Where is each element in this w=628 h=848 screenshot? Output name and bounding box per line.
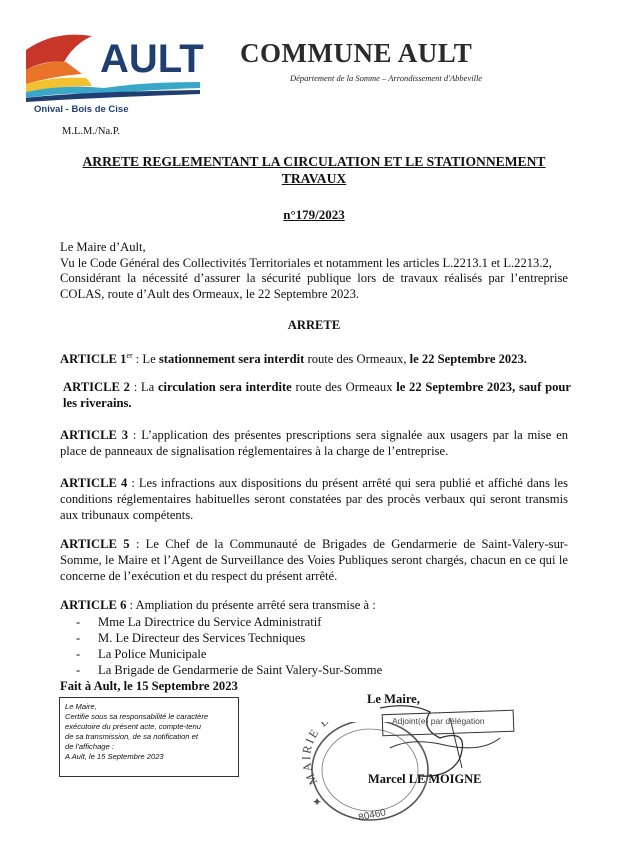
svg-text:✦: ✦ — [312, 795, 323, 809]
reference-code: M.L.M./Na.P. — [62, 126, 121, 137]
article-label: ARTICLE 3 — [60, 428, 129, 442]
article-label: ARTICLE 5 — [60, 537, 130, 551]
list-item: - M. Le Directeur des Services Techniques — [76, 631, 306, 645]
article-5: ARTICLE 5 : Le Chef de la Communauté de Brigades de Gendarmerie de Saint-Valery-sur-Somme, le Maire et l’Agent de Surveillance des Voies Publiques seront chargés, chacun en ce qui le concerne de l’exécution et du respect du présent arrêté. — [60, 537, 569, 583]
preamble-line-3: Considérant la nécessité d’assurer la sécurité publique lors de travaux réalisés par l’entreprise COLAS, route d’Ault des Ormeaux, le 22 Septembre 2023. — [60, 271, 568, 301]
commune-logo — [24, 22, 204, 114]
article-4: ARTICLE 4 : Les infractions aux dispositions du présent arrêté qui sera publié et affiché dans les conditions réglementaires habituelles seront constatées par des procès verbaux qui seront transmis aux tribunaux compétents. — [60, 476, 569, 522]
preamble — [60, 240, 568, 302]
article-1: ARTICLE 1er : Le stationnement sera interdit route des Ormeaux, le 22 Septembre 2023. — [60, 351, 527, 367]
preamble-line-2: Vu le Code Général des Collectivités Territoriales et notamment les articles L.2213.1 et L.2213.2, — [60, 255, 552, 270]
article-sup: er — [126, 351, 133, 360]
list-item: - La Brigade de Gendarmerie de Saint Valery-Sur-Somme — [76, 663, 383, 677]
article-label: ARTICLE 2 — [63, 380, 130, 394]
seal-code: 80460 — [357, 807, 387, 824]
recipient-list — [76, 614, 382, 678]
certification-box: Le Maire, Certifie sous sa responsabilité le caractère exécutoire du présent acte, compte-tenu de sa transmission, de sa notification et de l’affichage : A Ault, le 15 Septembre 2023 — [59, 697, 239, 777]
signer-name: Marcel LE MOIGNE — [368, 772, 482, 786]
article-label: ARTICLE 6 — [60, 598, 127, 612]
le-maire-label: Le Maire, — [367, 692, 420, 706]
logo-name: AULT — [100, 37, 204, 81]
departement-line: Département de la Somme – Arrondissement d'Abbeville — [290, 73, 483, 83]
article-3: ARTICLE 3 : L’application des présentes prescriptions sera signalée aux usagers par la mise en place de panneaux de signalisation réglementaires à la charge de l’entreprise. — [60, 428, 569, 458]
article-label: ARTICLE 1 — [60, 352, 127, 367]
article-2: ARTICLE 2 : La circulation sera interdite route des Ormeaux le 22 Septembre 2023, sauf pour les riverains. — [63, 380, 571, 410]
fait-a-ault: Fait à Ault, le 15 Septembre 2023 — [60, 679, 238, 693]
list-item: - Mme La Directrice du Service Administratif — [76, 615, 322, 629]
delegation-text: Adjoint(e) par délégation — [392, 716, 485, 726]
list-item: - La Police Municipale — [76, 647, 207, 661]
document-title — [60, 153, 568, 187]
arrete-number: n°179/2023 — [283, 207, 345, 222]
article-6: ARTICLE 6 : Ampliation du présente arrêté sera transmise à : — [60, 598, 376, 612]
title-line-1: ARRETE REGLEMENTANT LA CIRCULATION ET LE STATIONNEMENT — [82, 154, 546, 169]
seal-text: MAIRIE — [299, 724, 323, 788]
preamble-line-1: Le Maire d’Ault, — [60, 240, 146, 254]
arrete-heading: ARRETE — [287, 318, 341, 332]
title-line-2: TRAVAUX — [281, 171, 347, 186]
article-label: ARTICLE 4 — [60, 476, 128, 490]
logo-subtitle: Onival - Bois de Cise — [34, 104, 129, 114]
commune-title: COMMUNE AULT — [240, 38, 473, 68]
